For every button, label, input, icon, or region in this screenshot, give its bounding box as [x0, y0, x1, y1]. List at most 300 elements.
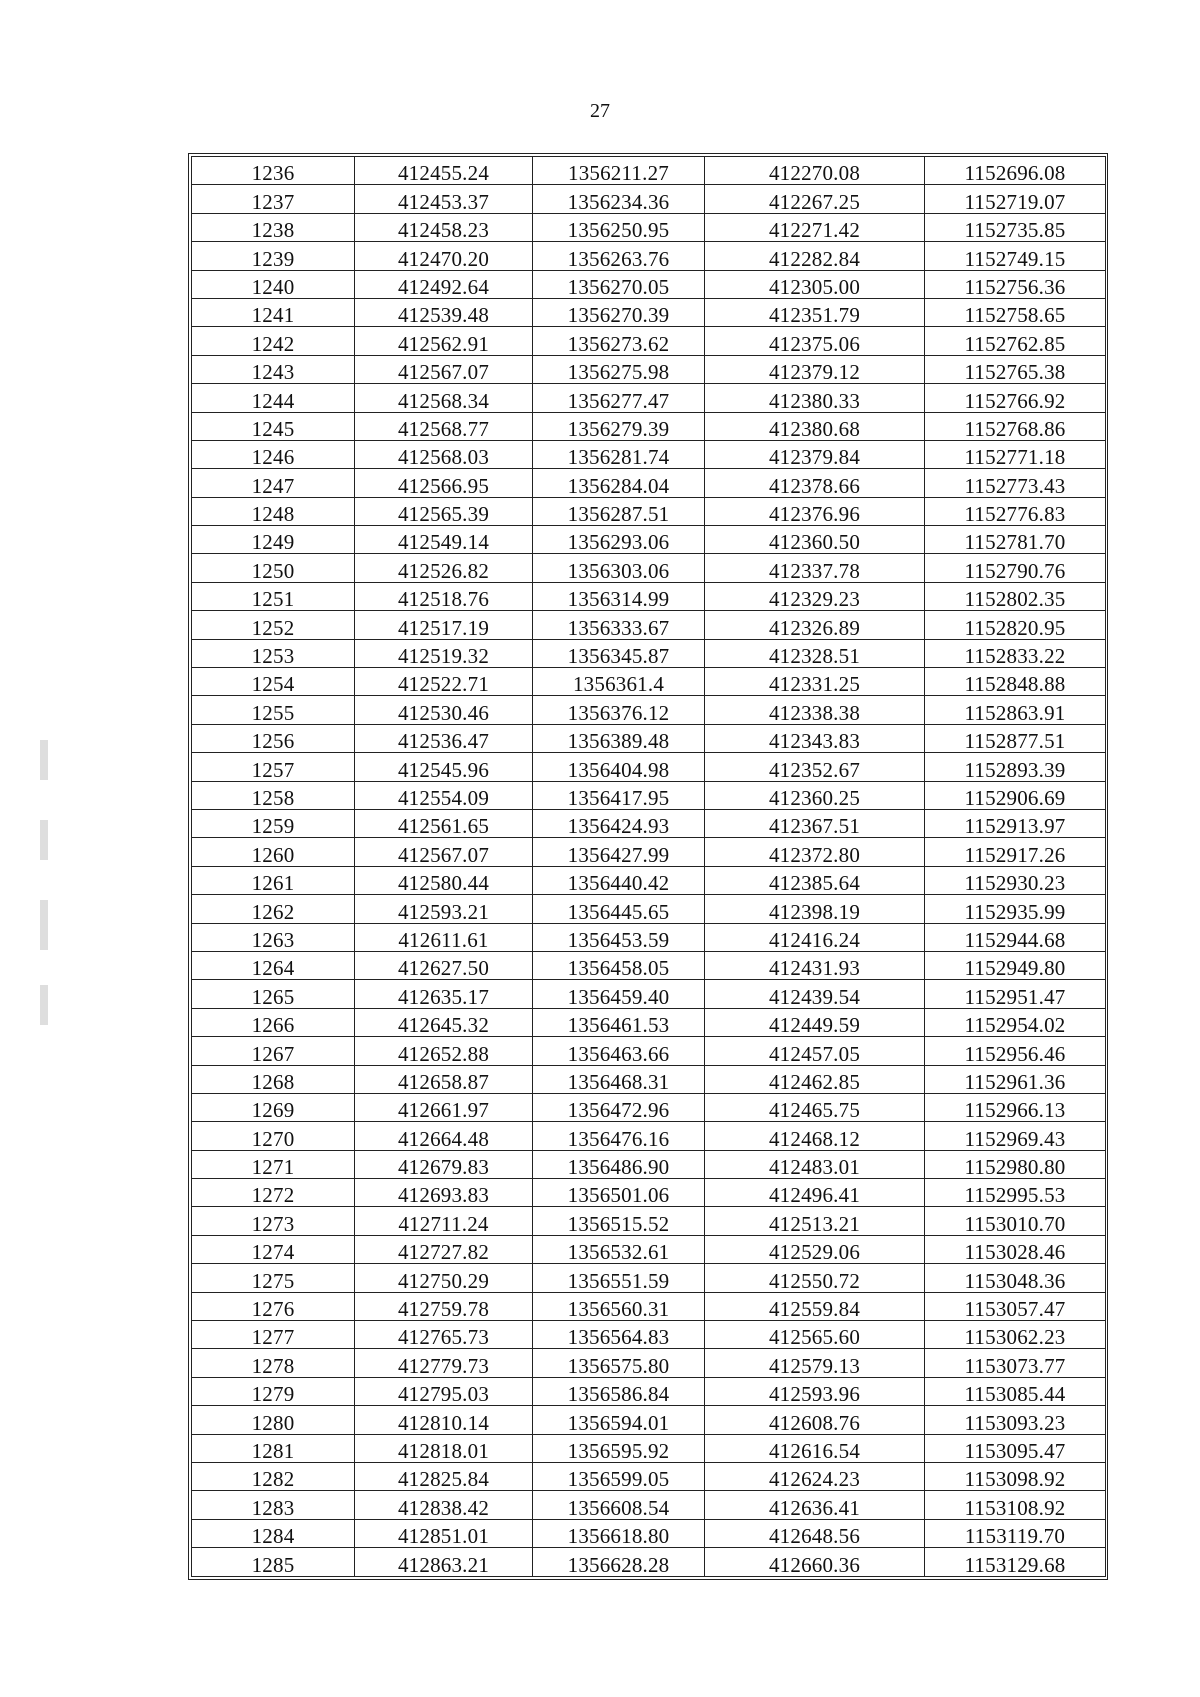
- coordinates-table-body: [192, 157, 1106, 1577]
- cell-coord-c: 412372.80: [705, 838, 925, 866]
- cell-coord-b: 1356458.05: [533, 951, 705, 979]
- table-row: [192, 611, 1106, 639]
- cell-coord-d: 1152719.07: [925, 185, 1106, 213]
- cell-point-number: 1270: [192, 1122, 355, 1150]
- cell-coord-b: 1356445.65: [533, 895, 705, 923]
- cell-coord-d: 1152951.47: [925, 980, 1106, 1008]
- cell-coord-d: 1152966.13: [925, 1093, 1106, 1121]
- cell-coord-c: 412616.54: [705, 1434, 925, 1462]
- table-row: [192, 412, 1106, 440]
- cell-point-number: 1274: [192, 1235, 355, 1263]
- table-row: [192, 1406, 1106, 1434]
- cell-coord-b: 1356376.12: [533, 696, 705, 724]
- cell-coord-a: 412851.01: [355, 1519, 533, 1547]
- cell-coord-d: 1152969.43: [925, 1122, 1106, 1150]
- cell-coord-b: 1356586.84: [533, 1377, 705, 1405]
- cell-coord-a: 412554.09: [355, 781, 533, 809]
- cell-coord-d: 1152762.85: [925, 327, 1106, 355]
- table-row: [192, 1321, 1106, 1349]
- table-row: [192, 980, 1106, 1008]
- cell-coord-b: 1356551.59: [533, 1264, 705, 1292]
- coordinates-table-frame: [188, 153, 1108, 1580]
- table-row: [192, 185, 1106, 213]
- cell-coord-b: 1356263.76: [533, 242, 705, 270]
- cell-point-number: 1279: [192, 1377, 355, 1405]
- cell-point-number: 1252: [192, 611, 355, 639]
- table-row: [192, 242, 1106, 270]
- cell-coord-a: 412568.34: [355, 384, 533, 412]
- cell-coord-b: 1356608.54: [533, 1491, 705, 1519]
- cell-coord-c: 412439.54: [705, 980, 925, 1008]
- cell-coord-c: 412431.93: [705, 951, 925, 979]
- cell-point-number: 1278: [192, 1349, 355, 1377]
- cell-coord-d: 1153093.23: [925, 1406, 1106, 1434]
- cell-coord-d: 1152913.97: [925, 809, 1106, 837]
- cell-coord-c: 412660.36: [705, 1548, 925, 1576]
- cell-coord-b: 1356560.31: [533, 1292, 705, 1320]
- cell-coord-c: 412496.41: [705, 1179, 925, 1207]
- cell-coord-d: 1152877.51: [925, 724, 1106, 752]
- cell-coord-a: 412453.37: [355, 185, 533, 213]
- cell-coord-b: 1356293.06: [533, 526, 705, 554]
- table-row: [192, 1548, 1106, 1576]
- table-row: [192, 1519, 1106, 1547]
- table-row: [192, 866, 1106, 894]
- cell-coord-d: 1152954.02: [925, 1008, 1106, 1036]
- cell-coord-c: 412271.42: [705, 213, 925, 241]
- cell-coord-c: 412608.76: [705, 1406, 925, 1434]
- cell-point-number: 1245: [192, 412, 355, 440]
- cell-coord-d: 1152735.85: [925, 213, 1106, 241]
- cell-coord-b: 1356270.39: [533, 298, 705, 326]
- table-row: [192, 1264, 1106, 1292]
- cell-point-number: 1268: [192, 1065, 355, 1093]
- cell-coord-a: 412863.21: [355, 1548, 533, 1576]
- cell-coord-c: 412385.64: [705, 866, 925, 894]
- cell-point-number: 1240: [192, 270, 355, 298]
- cell-coord-c: 412398.19: [705, 895, 925, 923]
- cell-coord-a: 412759.78: [355, 1292, 533, 1320]
- cell-coord-a: 412517.19: [355, 611, 533, 639]
- cell-coord-b: 1356275.98: [533, 355, 705, 383]
- cell-coord-d: 1152802.35: [925, 582, 1106, 610]
- cell-coord-c: 412367.51: [705, 809, 925, 837]
- table-row: [192, 1093, 1106, 1121]
- table-row: [192, 1179, 1106, 1207]
- cell-coord-d: 1152768.86: [925, 412, 1106, 440]
- cell-coord-d: 1152863.91: [925, 696, 1106, 724]
- scan-artifact: [40, 740, 48, 780]
- cell-coord-a: 412526.82: [355, 554, 533, 582]
- table-row: [192, 724, 1106, 752]
- cell-coord-c: 412593.96: [705, 1377, 925, 1405]
- cell-coord-c: 412565.60: [705, 1321, 925, 1349]
- cell-coord-b: 1356389.48: [533, 724, 705, 752]
- cell-coord-a: 412711.24: [355, 1207, 533, 1235]
- cell-coord-a: 412565.39: [355, 497, 533, 525]
- cell-coord-b: 1356345.87: [533, 639, 705, 667]
- table-row: [192, 1037, 1106, 1065]
- cell-point-number: 1266: [192, 1008, 355, 1036]
- cell-coord-d: 1152771.18: [925, 440, 1106, 468]
- cell-coord-c: 412483.01: [705, 1150, 925, 1178]
- cell-coord-c: 412468.12: [705, 1122, 925, 1150]
- cell-coord-b: 1356501.06: [533, 1179, 705, 1207]
- cell-coord-a: 412567.07: [355, 355, 533, 383]
- cell-coord-a: 412635.17: [355, 980, 533, 1008]
- cell-coord-b: 1356453.59: [533, 923, 705, 951]
- cell-coord-d: 1152773.43: [925, 469, 1106, 497]
- cell-coord-b: 1356463.66: [533, 1037, 705, 1065]
- cell-point-number: 1244: [192, 384, 355, 412]
- cell-coord-a: 412580.44: [355, 866, 533, 894]
- table-row: [192, 781, 1106, 809]
- table-row: [192, 497, 1106, 525]
- cell-coord-a: 412818.01: [355, 1434, 533, 1462]
- cell-coord-c: 412579.13: [705, 1349, 925, 1377]
- cell-coord-d: 1152848.88: [925, 668, 1106, 696]
- cell-coord-b: 1356486.90: [533, 1150, 705, 1178]
- cell-coord-b: 1356575.80: [533, 1349, 705, 1377]
- table-row: [192, 809, 1106, 837]
- cell-point-number: 1255: [192, 696, 355, 724]
- table-row: [192, 213, 1106, 241]
- cell-coord-c: 412267.25: [705, 185, 925, 213]
- cell-coord-a: 412627.50: [355, 951, 533, 979]
- cell-coord-c: 412352.67: [705, 753, 925, 781]
- cell-coord-a: 412810.14: [355, 1406, 533, 1434]
- cell-coord-b: 1356273.62: [533, 327, 705, 355]
- table-row: [192, 1008, 1106, 1036]
- cell-coord-a: 412727.82: [355, 1235, 533, 1263]
- cell-point-number: 1281: [192, 1434, 355, 1462]
- cell-coord-c: 412337.78: [705, 554, 925, 582]
- cell-coord-a: 412658.87: [355, 1065, 533, 1093]
- cell-coord-d: 1153073.77: [925, 1349, 1106, 1377]
- cell-coord-c: 412343.83: [705, 724, 925, 752]
- cell-coord-b: 1356440.42: [533, 866, 705, 894]
- cell-coord-c: 412360.25: [705, 781, 925, 809]
- cell-point-number: 1251: [192, 582, 355, 610]
- cell-coord-b: 1356628.28: [533, 1548, 705, 1576]
- cell-point-number: 1248: [192, 497, 355, 525]
- cell-coord-d: 1152944.68: [925, 923, 1106, 951]
- cell-coord-d: 1153095.47: [925, 1434, 1106, 1462]
- cell-coord-c: 412462.85: [705, 1065, 925, 1093]
- cell-coord-a: 412530.46: [355, 696, 533, 724]
- cell-point-number: 1241: [192, 298, 355, 326]
- cell-coord-b: 1356476.16: [533, 1122, 705, 1150]
- cell-coord-b: 1356404.98: [533, 753, 705, 781]
- cell-coord-d: 1152749.15: [925, 242, 1106, 270]
- cell-coord-c: 412376.96: [705, 497, 925, 525]
- scan-artifact: [40, 820, 48, 860]
- cell-coord-d: 1152766.92: [925, 384, 1106, 412]
- cell-point-number: 1250: [192, 554, 355, 582]
- cell-point-number: 1275: [192, 1264, 355, 1292]
- cell-coord-b: 1356424.93: [533, 809, 705, 837]
- cell-coord-d: 1152765.38: [925, 355, 1106, 383]
- cell-coord-d: 1152930.23: [925, 866, 1106, 894]
- cell-point-number: 1280: [192, 1406, 355, 1434]
- cell-point-number: 1259: [192, 809, 355, 837]
- table-row: [192, 1150, 1106, 1178]
- table-row: [192, 1065, 1106, 1093]
- cell-coord-c: 412416.24: [705, 923, 925, 951]
- cell-coord-c: 412380.33: [705, 384, 925, 412]
- cell-coord-d: 1152790.76: [925, 554, 1106, 582]
- cell-coord-a: 412645.32: [355, 1008, 533, 1036]
- cell-coord-b: 1356618.80: [533, 1519, 705, 1547]
- cell-coord-d: 1153108.92: [925, 1491, 1106, 1519]
- cell-point-number: 1269: [192, 1093, 355, 1121]
- table-row: [192, 639, 1106, 667]
- cell-coord-d: 1153098.92: [925, 1462, 1106, 1490]
- cell-coord-b: 1356303.06: [533, 554, 705, 582]
- table-row: [192, 1434, 1106, 1462]
- cell-coord-b: 1356234.36: [533, 185, 705, 213]
- cell-coord-c: 412380.68: [705, 412, 925, 440]
- cell-point-number: 1239: [192, 242, 355, 270]
- cell-point-number: 1260: [192, 838, 355, 866]
- cell-coord-c: 412529.06: [705, 1235, 925, 1263]
- cell-point-number: 1257: [192, 753, 355, 781]
- cell-coord-a: 412825.84: [355, 1462, 533, 1490]
- cell-point-number: 1273: [192, 1207, 355, 1235]
- cell-coord-b: 1356515.52: [533, 1207, 705, 1235]
- cell-coord-c: 412379.84: [705, 440, 925, 468]
- cell-coord-d: 1152756.36: [925, 270, 1106, 298]
- cell-coord-b: 1356468.31: [533, 1065, 705, 1093]
- table-row: [192, 1462, 1106, 1490]
- cell-coord-b: 1356459.40: [533, 980, 705, 1008]
- table-row: [192, 753, 1106, 781]
- cell-point-number: 1285: [192, 1548, 355, 1576]
- cell-coord-d: 1152961.36: [925, 1065, 1106, 1093]
- cell-coord-c: 412305.00: [705, 270, 925, 298]
- cell-coord-a: 412549.14: [355, 526, 533, 554]
- table-row: [192, 440, 1106, 468]
- cell-coord-b: 1356472.96: [533, 1093, 705, 1121]
- table-row: [192, 327, 1106, 355]
- cell-coord-c: 412360.50: [705, 526, 925, 554]
- cell-point-number: 1256: [192, 724, 355, 752]
- cell-coord-a: 412693.83: [355, 1179, 533, 1207]
- cell-coord-c: 412329.23: [705, 582, 925, 610]
- cell-coord-d: 1153062.23: [925, 1321, 1106, 1349]
- cell-coord-a: 412568.77: [355, 412, 533, 440]
- cell-point-number: 1263: [192, 923, 355, 951]
- cell-coord-b: 1356599.05: [533, 1462, 705, 1490]
- cell-coord-c: 412457.05: [705, 1037, 925, 1065]
- cell-coord-d: 1152995.53: [925, 1179, 1106, 1207]
- cell-point-number: 1277: [192, 1321, 355, 1349]
- cell-coord-d: 1152781.70: [925, 526, 1106, 554]
- cell-coord-c: 412465.75: [705, 1093, 925, 1121]
- cell-coord-d: 1152696.08: [925, 157, 1106, 185]
- table-row: [192, 469, 1106, 497]
- cell-coord-c: 412636.41: [705, 1491, 925, 1519]
- cell-coord-c: 412559.84: [705, 1292, 925, 1320]
- cell-coord-c: 412351.79: [705, 298, 925, 326]
- cell-coord-c: 412624.23: [705, 1462, 925, 1490]
- table-row: [192, 298, 1106, 326]
- cell-coord-a: 412470.20: [355, 242, 533, 270]
- cell-coord-b: 1356564.83: [533, 1321, 705, 1349]
- cell-coord-c: 412648.56: [705, 1519, 925, 1547]
- cell-coord-d: 1153057.47: [925, 1292, 1106, 1320]
- cell-coord-d: 1152949.80: [925, 951, 1106, 979]
- cell-coord-a: 412545.96: [355, 753, 533, 781]
- table-row: [192, 1349, 1106, 1377]
- cell-point-number: 1242: [192, 327, 355, 355]
- cell-point-number: 1265: [192, 980, 355, 1008]
- cell-point-number: 1272: [192, 1179, 355, 1207]
- cell-coord-b: 1356595.92: [533, 1434, 705, 1462]
- cell-point-number: 1253: [192, 639, 355, 667]
- cell-coord-d: 1153085.44: [925, 1377, 1106, 1405]
- cell-coord-d: 1152893.39: [925, 753, 1106, 781]
- cell-coord-b: 1356314.99: [533, 582, 705, 610]
- cell-coord-d: 1152980.80: [925, 1150, 1106, 1178]
- cell-point-number: 1249: [192, 526, 355, 554]
- cell-coord-b: 1356287.51: [533, 497, 705, 525]
- cell-point-number: 1261: [192, 866, 355, 894]
- cell-point-number: 1283: [192, 1491, 355, 1519]
- cell-coord-a: 412795.03: [355, 1377, 533, 1405]
- cell-point-number: 1237: [192, 185, 355, 213]
- cell-coord-d: 1152956.46: [925, 1037, 1106, 1065]
- table-row: [192, 668, 1106, 696]
- cell-coord-c: 412550.72: [705, 1264, 925, 1292]
- cell-coord-a: 412750.29: [355, 1264, 533, 1292]
- cell-point-number: 1267: [192, 1037, 355, 1065]
- cell-point-number: 1258: [192, 781, 355, 809]
- cell-coord-a: 412566.95: [355, 469, 533, 497]
- cell-point-number: 1262: [192, 895, 355, 923]
- table-row: [192, 1292, 1106, 1320]
- scan-artifact: [40, 985, 48, 1025]
- cell-coord-d: 1152917.26: [925, 838, 1106, 866]
- cell-coord-c: 412326.89: [705, 611, 925, 639]
- cell-coord-a: 412536.47: [355, 724, 533, 752]
- cell-coord-b: 1356284.04: [533, 469, 705, 497]
- table-row: [192, 1377, 1106, 1405]
- cell-coord-b: 1356211.27: [533, 157, 705, 185]
- cell-coord-b: 1356461.53: [533, 1008, 705, 1036]
- cell-coord-d: 1153119.70: [925, 1519, 1106, 1547]
- cell-point-number: 1238: [192, 213, 355, 241]
- coordinates-table: [191, 156, 1106, 1577]
- cell-coord-a: 412455.24: [355, 157, 533, 185]
- cell-coord-b: 1356361.4: [533, 668, 705, 696]
- table-row: [192, 895, 1106, 923]
- cell-coord-d: 1153010.70: [925, 1207, 1106, 1235]
- cell-coord-a: 412458.23: [355, 213, 533, 241]
- cell-coord-a: 412652.88: [355, 1037, 533, 1065]
- cell-coord-b: 1356270.05: [533, 270, 705, 298]
- cell-coord-d: 1152906.69: [925, 781, 1106, 809]
- cell-coord-b: 1356277.47: [533, 384, 705, 412]
- cell-coord-c: 412378.66: [705, 469, 925, 497]
- table-row: [192, 838, 1106, 866]
- table-row: [192, 526, 1106, 554]
- cell-coord-a: 412522.71: [355, 668, 533, 696]
- page-number: 27: [590, 100, 610, 122]
- cell-coord-a: 412664.48: [355, 1122, 533, 1150]
- cell-coord-c: 412282.84: [705, 242, 925, 270]
- cell-coord-d: 1152776.83: [925, 497, 1106, 525]
- table-row: [192, 1235, 1106, 1263]
- table-row: [192, 696, 1106, 724]
- table-row: [192, 1491, 1106, 1519]
- scan-artifact: [40, 900, 48, 950]
- cell-coord-c: 412331.25: [705, 668, 925, 696]
- cell-coord-b: 1356417.95: [533, 781, 705, 809]
- table-row: [192, 384, 1106, 412]
- table-row: [192, 923, 1106, 951]
- cell-point-number: 1236: [192, 157, 355, 185]
- cell-coord-a: 412562.91: [355, 327, 533, 355]
- cell-coord-b: 1356594.01: [533, 1406, 705, 1434]
- table-row: [192, 355, 1106, 383]
- cell-coord-d: 1153048.36: [925, 1264, 1106, 1292]
- cell-coord-c: 412375.06: [705, 327, 925, 355]
- cell-point-number: 1282: [192, 1462, 355, 1490]
- cell-coord-c: 412449.59: [705, 1008, 925, 1036]
- cell-coord-a: 412779.73: [355, 1349, 533, 1377]
- cell-coord-b: 1356532.61: [533, 1235, 705, 1263]
- cell-coord-b: 1356333.67: [533, 611, 705, 639]
- cell-coord-a: 412539.48: [355, 298, 533, 326]
- cell-coord-a: 412567.07: [355, 838, 533, 866]
- cell-point-number: 1284: [192, 1519, 355, 1547]
- cell-coord-b: 1356279.39: [533, 412, 705, 440]
- table-row: [192, 582, 1106, 610]
- cell-coord-d: 1152820.95: [925, 611, 1106, 639]
- cell-point-number: 1243: [192, 355, 355, 383]
- cell-coord-c: 412513.21: [705, 1207, 925, 1235]
- cell-coord-d: 1152935.99: [925, 895, 1106, 923]
- cell-coord-b: 1356250.95: [533, 213, 705, 241]
- cell-coord-a: 412519.32: [355, 639, 533, 667]
- cell-point-number: 1271: [192, 1150, 355, 1178]
- cell-coord-b: 1356427.99: [533, 838, 705, 866]
- cell-coord-c: 412270.08: [705, 157, 925, 185]
- cell-coord-a: 412568.03: [355, 440, 533, 468]
- cell-point-number: 1264: [192, 951, 355, 979]
- cell-coord-a: 412518.76: [355, 582, 533, 610]
- cell-coord-a: 412679.83: [355, 1150, 533, 1178]
- cell-coord-a: 412561.65: [355, 809, 533, 837]
- cell-coord-a: 412661.97: [355, 1093, 533, 1121]
- table-row: [192, 157, 1106, 185]
- cell-coord-d: 1152833.22: [925, 639, 1106, 667]
- cell-coord-d: 1152758.65: [925, 298, 1106, 326]
- table-row: [192, 270, 1106, 298]
- cell-coord-a: 412611.61: [355, 923, 533, 951]
- cell-point-number: 1246: [192, 440, 355, 468]
- cell-coord-c: 412328.51: [705, 639, 925, 667]
- cell-coord-a: 412593.21: [355, 895, 533, 923]
- cell-point-number: 1276: [192, 1292, 355, 1320]
- table-row: [192, 1207, 1106, 1235]
- table-row: [192, 554, 1106, 582]
- cell-coord-c: 412338.38: [705, 696, 925, 724]
- table-row: [192, 951, 1106, 979]
- table-row: [192, 1122, 1106, 1150]
- cell-coord-c: 412379.12: [705, 355, 925, 383]
